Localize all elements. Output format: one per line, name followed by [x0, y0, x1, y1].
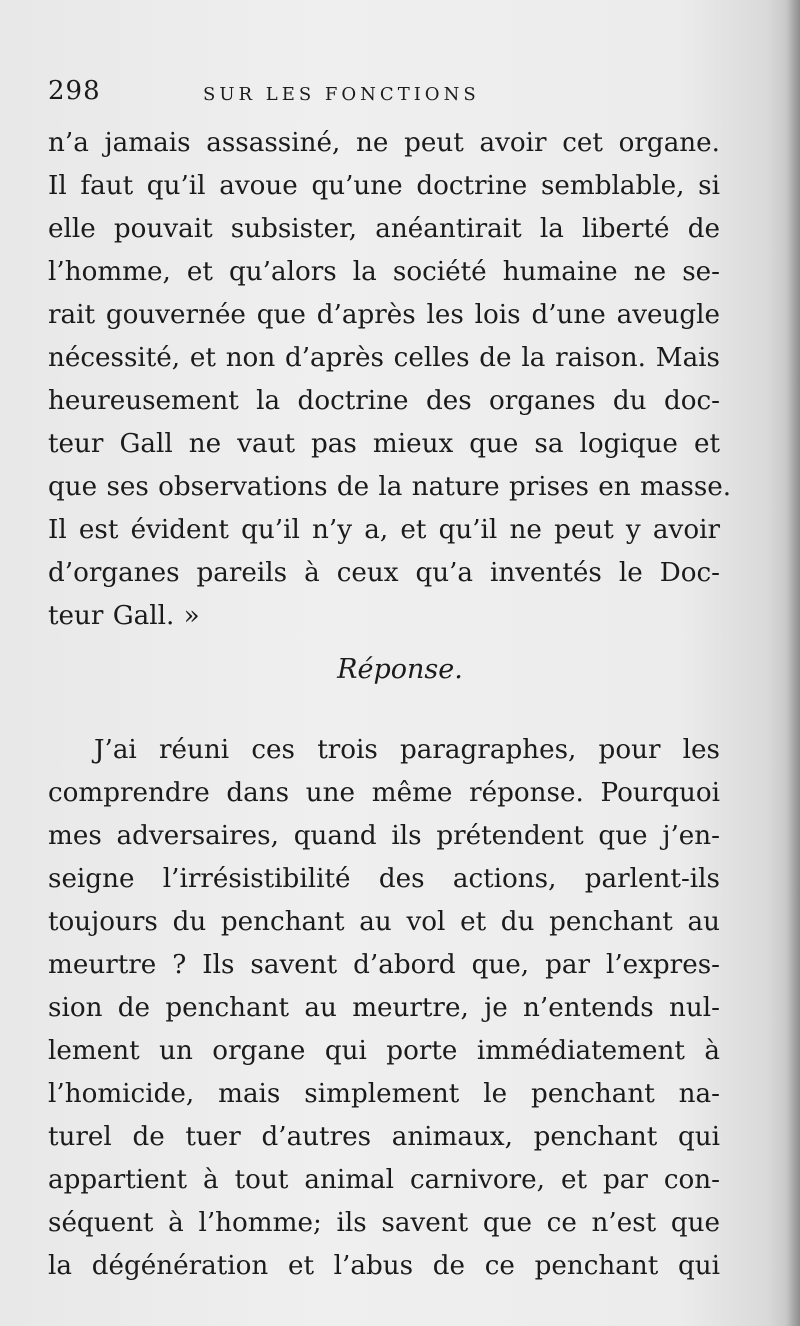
text-line: Il est évident qu’il n’y a, et qu’il ne peut y avoir — [48, 515, 720, 545]
text-line: nécessité, et non d’après celles de la raison. Mais — [48, 343, 720, 373]
section-title: Réponse. — [337, 654, 463, 685]
text-line: que ses observations de la nature prises en masse. — [48, 472, 732, 502]
text-line: appartient à tout animal carnivore, et par con- — [48, 1165, 720, 1195]
text-line: elle pouvait subsister, anéantirait la liberté de — [48, 214, 720, 244]
paragraph-response — [48, 729, 720, 1288]
running-head: SUR LES FONCTIONS — [203, 84, 480, 105]
text-line: n’a jamais assassiné, ne peut avoir cet organe. — [48, 128, 720, 158]
text-line: l’homicide, mais simplement le penchant na- — [48, 1079, 720, 1109]
text-line: l’homme, et qu’alors la société humaine ne se- — [48, 257, 720, 287]
text-line: d’organes pareils à ceux qu’a inventés le Doc- — [48, 558, 720, 588]
text-line: sion de penchant au meurtre, je n’entends nul- — [48, 993, 720, 1023]
text-line: la dégénération et l’abus de ce penchant qui — [48, 1251, 720, 1281]
page-header — [48, 74, 728, 114]
text-line: seigne l’irrésistibilité des actions, parlent-ils — [48, 864, 720, 894]
text-line: toujours du penchant au vol et du penchant au — [48, 907, 720, 937]
text-line: turel de tuer d’autres animaux, penchant qui — [48, 1122, 720, 1152]
text-line: teur Gall ne vaut pas mieux que sa logique et — [48, 429, 720, 459]
paragraph-continued — [48, 122, 732, 638]
text-line: mes adversaires, quand ils prétendent que j’en- — [48, 821, 720, 851]
text-line: heureusement la doctrine des organes du doc- — [48, 386, 720, 416]
text-line: lement un organe qui porte immédiatement à — [48, 1036, 720, 1066]
text-line: comprendre dans une même réponse. Pourquoi — [48, 778, 720, 808]
page-number: 298 — [48, 76, 101, 106]
page-edge-shadow — [786, 0, 800, 1326]
text-line: J’ai réuni ces trois paragraphes, pour les — [94, 735, 720, 765]
text-line: meurtre ? Ils savent d’abord que, par l’expres- — [48, 950, 720, 980]
text-line: Il faut qu’il avoue qu’une doctrine semblable, si — [48, 171, 720, 201]
text-line: séquent à l’homme; ils savent que ce n’est que — [48, 1208, 720, 1238]
text-line: teur Gall. » — [48, 601, 200, 631]
text-line: rait gouvernée que d’après les lois d’une aveugle — [48, 300, 720, 330]
